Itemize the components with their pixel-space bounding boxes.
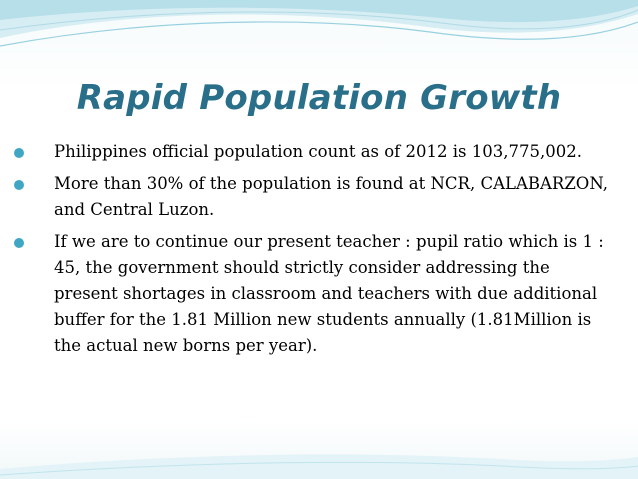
bullet-text: Philippines official population count as of 2012 is 103,775,002. <box>54 142 582 161</box>
bottom-wave-decoration <box>0 439 638 479</box>
bullet-dot-icon <box>14 180 24 190</box>
bullet-item <box>12 229 612 359</box>
top-wave-decoration <box>0 0 638 60</box>
bullet-list <box>12 139 612 365</box>
slide-title: Rapid Population Growth <box>76 78 562 118</box>
bullet-dot-icon <box>14 238 24 248</box>
bullet-item <box>12 171 612 223</box>
bullet-dot-icon <box>14 148 24 158</box>
bullet-text: If we are to continue our present teacher : pupil ratio which is 1 : 45, the government should strictly consider addressing the present shortages in classroom and teachers with due additional buffer for the 1.81 Million new students annually (1.81Million is the actual new borns per year). <box>54 232 604 355</box>
bullet-text: More than 30% of the population is found at NCR, CALABARZON, and Central Luzon. <box>54 174 608 219</box>
bullet-item <box>12 139 612 165</box>
